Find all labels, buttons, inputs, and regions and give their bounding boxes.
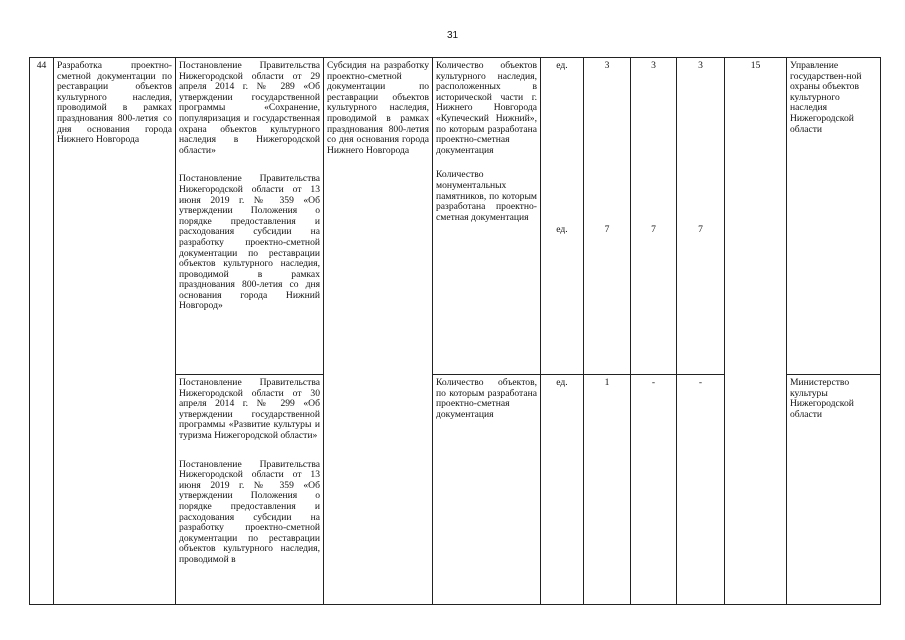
indicator-1-name: Количество объектов культурного наследия, расположенных в исторической части г. Нижнего Новгорода «Купеческий Нижний», по которым разработана проектно-сметная документация (436, 60, 537, 156)
legal-basis-cell (176, 375, 324, 605)
legal-basis-3: Постановление Правительства Нижегородской области от 30 апреля 2014 г. № 299 «Об утверждении государственной программы «Развитие культуры и туризма Нижегородской области» (179, 377, 320, 441)
page-number: 31 (446, 30, 459, 41)
value-2-cell (631, 58, 677, 375)
event-name-cell: Разработка проектно-сметной документации по реставрации объектов культурного наследия, проводимой в рамках празднования 800-летия со дня основания города Нижнего Новгорода (54, 58, 176, 605)
value-1a: 3 (604, 60, 610, 71)
value-3a: 3 (698, 60, 703, 71)
table-row (30, 58, 881, 375)
unit-2: ед. (556, 224, 568, 235)
value-3b: 7 (698, 224, 703, 235)
value-1-cell (584, 58, 631, 375)
col10-cell: 15 (725, 58, 787, 605)
legal-basis-2: Постановление Правительства Нижегородской области от 13 июня 2019 г. № 359 «Об утверждении Положения о порядке предоставления и расходования субсидии на разработку проектно-сметной документации по реставрации объектов культурного наследия, проводимой в рамках празднования 800-летия со дня основания города Нижний Новгород» (179, 173, 320, 312)
responsible-cell-1: Управление государствен-ной охраны объектов культурного наследия Нижегородской области (787, 58, 881, 375)
value-3c: - (677, 375, 725, 605)
unit-1: ед. (556, 60, 568, 71)
subsidy-cell: Субсидия на разработку проектно-сметной документации по реставрации объектов культурного наследия, проводимой в рамках празднования 800-летия со дня основания города Нижнего Новгорода (324, 58, 433, 375)
value-3-cell (677, 58, 725, 375)
row-number: 44 (30, 58, 54, 605)
program-table (29, 57, 881, 605)
legal-basis-cell (176, 58, 324, 375)
indicator-cell (433, 58, 541, 375)
responsible-cell-2: Министерство культуры Нижегородской области (787, 375, 881, 605)
value-2c: - (631, 375, 677, 605)
indicator-3-name: Количество объектов, по которым разработана проектно-сметная документация (433, 375, 541, 605)
value-2a: 3 (651, 60, 656, 71)
unit-3: ед. (541, 375, 584, 605)
indicator-2-name: Количество монументальных памятников, по которым разработана проектно-сметная документация (436, 169, 537, 223)
legal-basis-1: Постановление Правительства Нижегородской области от 29 апреля 2014 г. № 289 «Об утверждении государственной программы «Сохранение, популяризация и государственная охрана объектов культурного наследия в Нижегородской области» (179, 60, 320, 156)
value-1c: 1 (584, 375, 631, 605)
value-2b: 7 (651, 224, 656, 235)
unit-cell (541, 58, 584, 375)
legal-basis-4: Постановление Правительства Нижегородской области от 13 июня 2019 г. № 359 «Об утверждении Положения о порядке предоставления и расходования субсидии на разработку проектно-сметной документации по реставрации объектов культурного наследия, проводимой в (179, 458, 320, 565)
subsidy-cell-empty (324, 375, 433, 605)
value-1b: 7 (604, 224, 610, 235)
